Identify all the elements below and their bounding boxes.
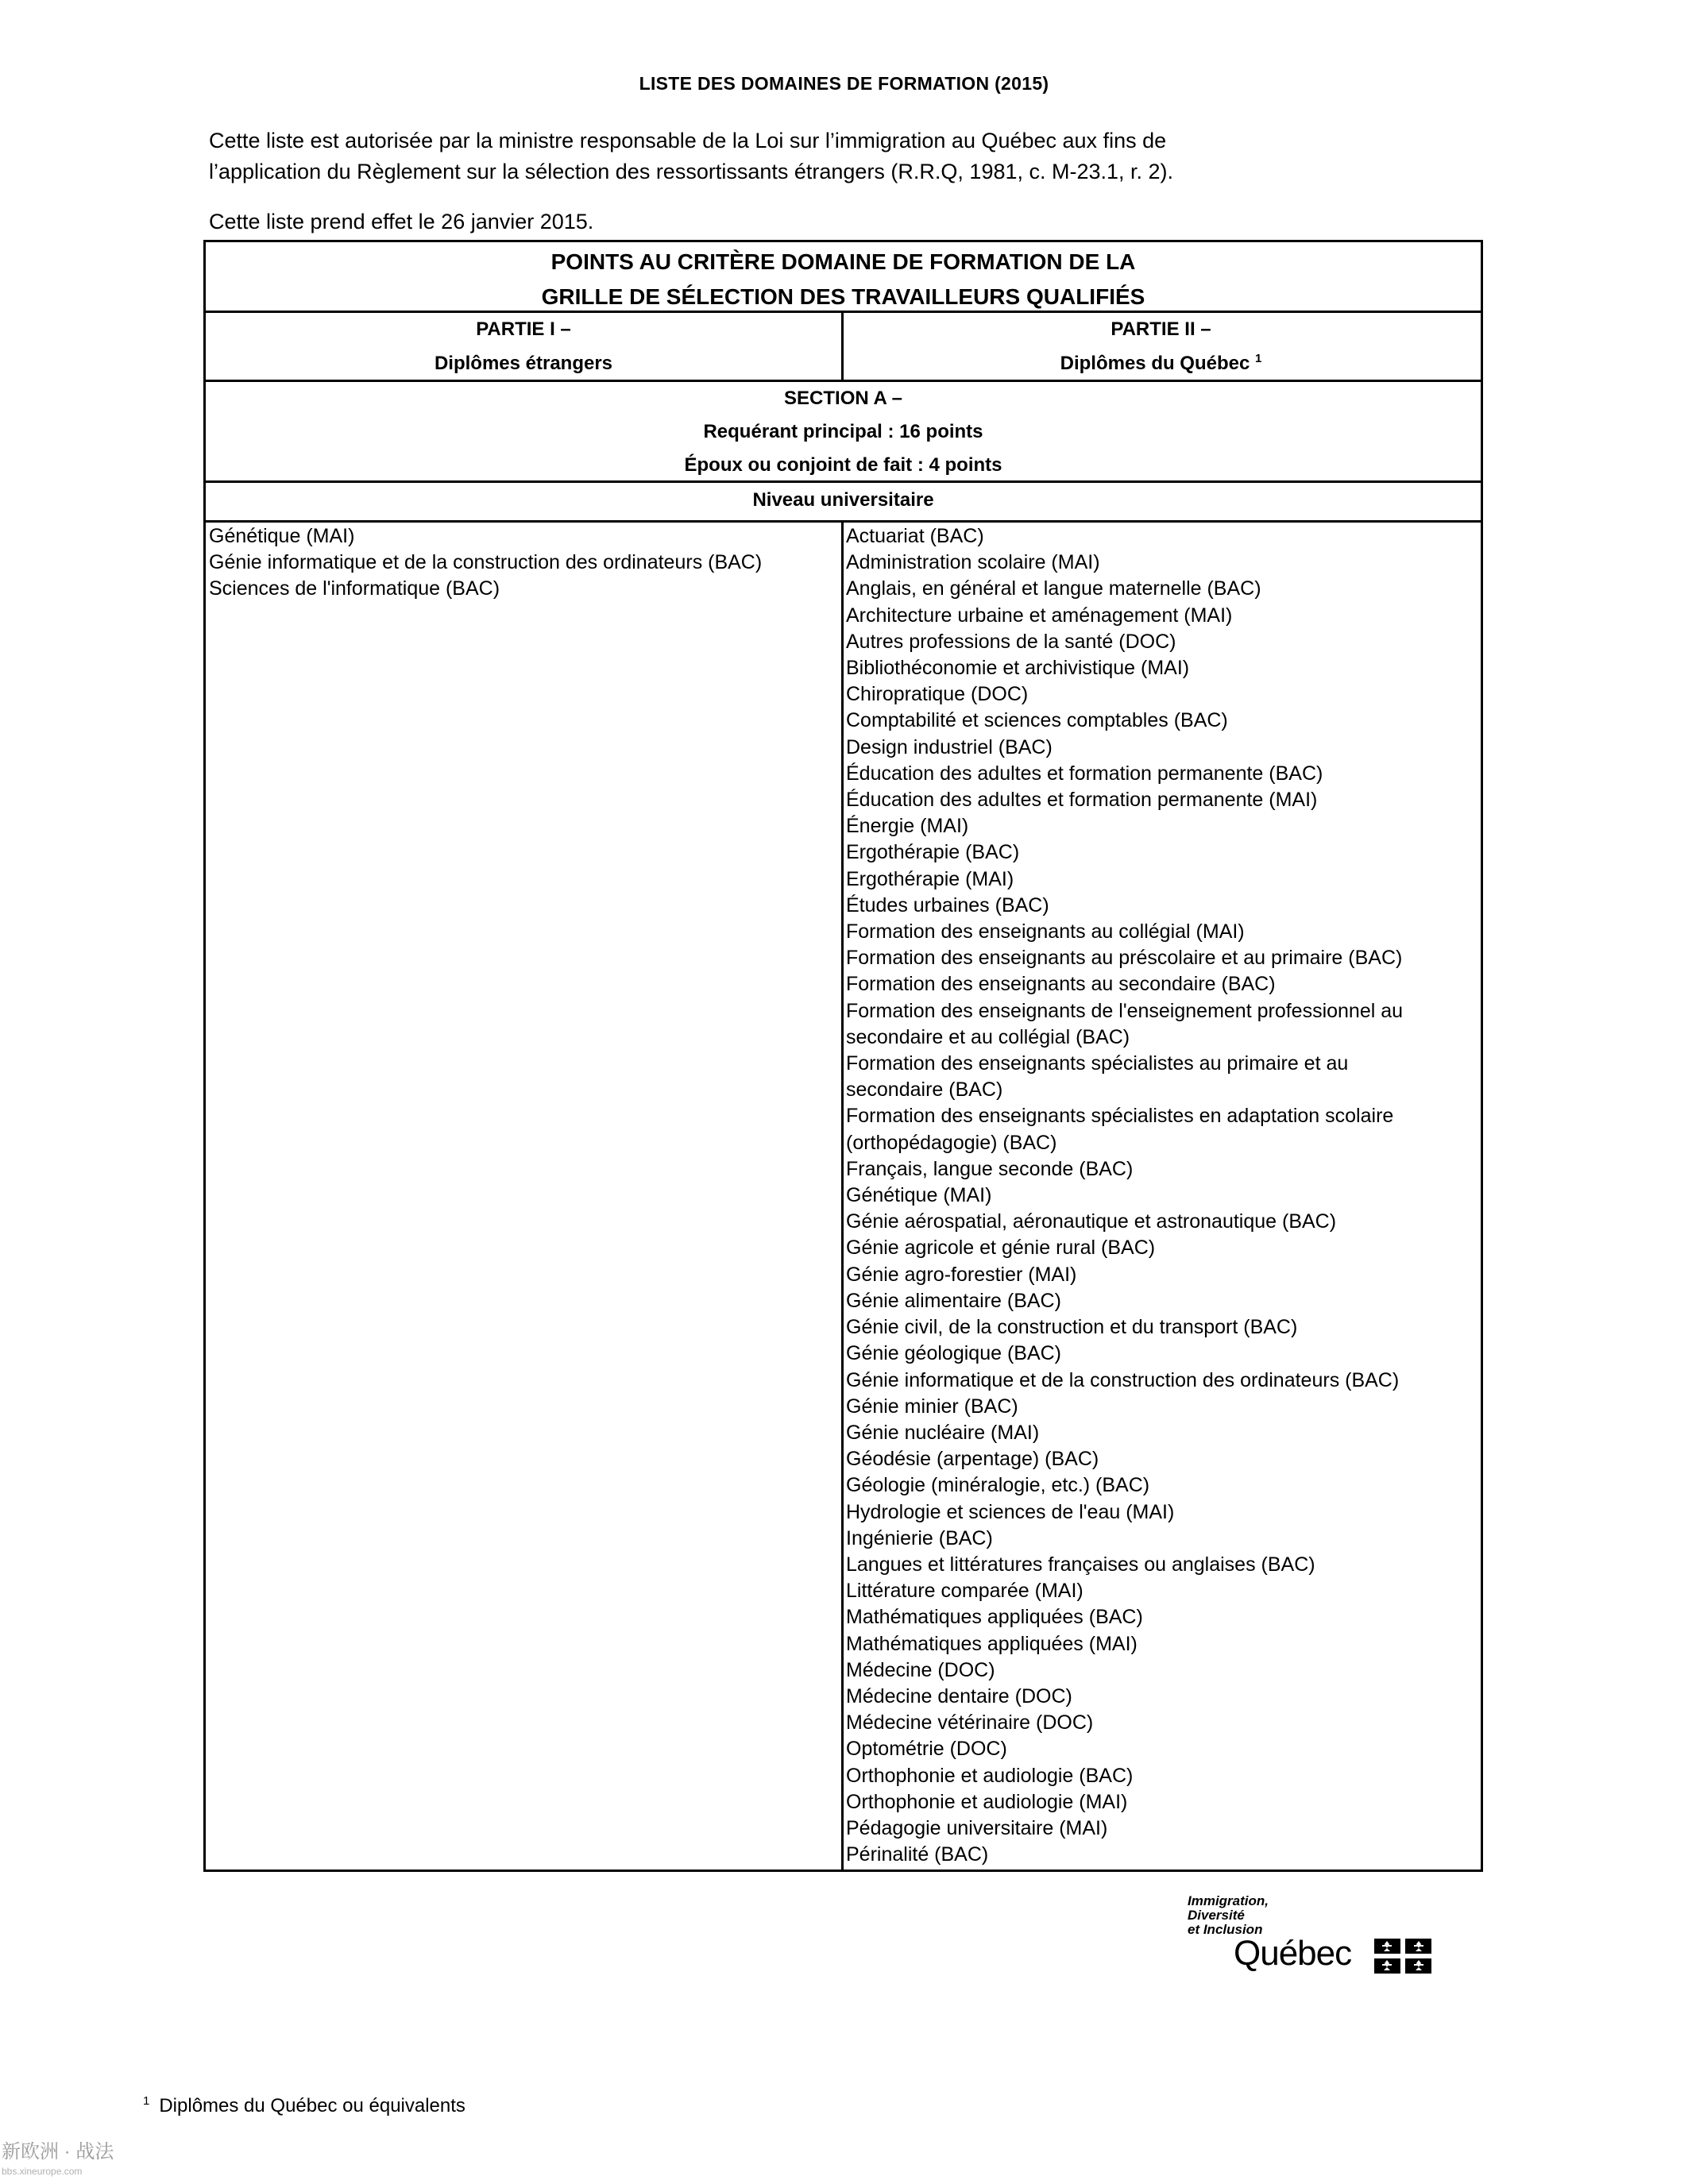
table-divider (841, 311, 844, 380)
section-a-block (206, 382, 1481, 482)
footnote-mark: 1 (143, 2094, 150, 2108)
footnote-text: Diplômes du Québec ou équivalents (159, 2095, 465, 2116)
list-item: Génie minier (BAC) (846, 1395, 1018, 1418)
quebec-logo (1188, 1894, 1442, 1975)
section-a-heading: SECTION A – (784, 388, 902, 409)
list-item: Formation des enseignants au préscolaire et au primaire (BAC) (846, 947, 1403, 970)
list-item: Périnalité (BAC) (846, 1843, 989, 1866)
list-item: Ergothérapie (BAC) (846, 841, 1020, 864)
table-title-line-1: POINTS AU CRITÈRE DOMAINE DE FORMATION DE LA (550, 249, 1136, 274)
ministry-line-3: et Inclusion (1188, 1922, 1263, 1937)
list-item: Actuariat (BAC) (846, 525, 984, 547)
ministry-name (1188, 1894, 1269, 1937)
list-item: Ergothérapie (MAI) (846, 867, 1014, 890)
list-item: Géodésie (arpentage) (BAC) (846, 1448, 1099, 1471)
quebec-wordmark: Québec (1234, 1934, 1352, 1973)
table-divider (206, 480, 1481, 483)
list-item: Génie informatique et de la construction des ordinateurs (BAC) (209, 551, 763, 574)
list-item: Génie nucléaire (MAI) (846, 1421, 1040, 1444)
list-item: Formation des enseignants spécialistes en adaptation scolaire (846, 1105, 1394, 1128)
intro-line-2: l’application du Règlement sur la sélection des ressortissants étrangers (R.R.Q, 1981, c. M-23.1, r. 2). (209, 160, 1174, 183)
list-item: Orthophonie et audiologie (MAI) (846, 1790, 1128, 1813)
list-item: Ingénierie (BAC) (846, 1526, 993, 1549)
part2-subheading: Diplômes du Québec (1060, 353, 1250, 374)
site-watermark-url: bbs.xineurope.com (2, 2166, 83, 2177)
effective-date-text: Cette liste prend effet le 26 janvier 2015. (209, 210, 594, 233)
table-title (206, 245, 1481, 314)
site-watermark: 新欧洲 · 战法 (2, 2141, 114, 2163)
list-item: Formation des enseignants au secondaire (BAC) (846, 973, 1276, 996)
list-item: Langues et littératures françaises ou anglaises (BAC) (846, 1553, 1315, 1576)
list-item: Littérature comparée (MAI) (846, 1580, 1083, 1603)
part2-heading: PARTIE II – (1111, 318, 1211, 340)
ministry-line-1: Immigration, (1188, 1893, 1269, 1908)
intro-paragraph (209, 125, 1559, 187)
table-divider (841, 520, 844, 1870)
list-item: Génétique (MAI) (846, 1184, 992, 1207)
part2-list (846, 523, 1480, 1868)
list-item: Études urbaines (BAC) (846, 893, 1049, 916)
list-item: Formation des enseignants au collégial (MAI) (846, 920, 1245, 943)
list-item: Génie géologique (BAC) (846, 1342, 1061, 1365)
list-item: Formation des enseignants de l'enseignement professionnel au (846, 999, 1404, 1022)
list-item: Formation des enseignants spécialistes au primaire et au (846, 1052, 1349, 1075)
list-item: Médecine vétérinaire (DOC) (846, 1711, 1094, 1734)
section-a-spouse-points: Époux ou conjoint de fait : 4 points (684, 454, 1002, 476)
list-item: secondaire et au collégial (BAC) (846, 1025, 1130, 1048)
list-item: Anglais, en général et langue maternelle (BAC) (846, 577, 1261, 600)
list-item: Pédagogie universitaire (MAI) (846, 1816, 1108, 1839)
list-item: Éducation des adultes et formation permanente (MAI) (846, 789, 1318, 812)
list-item: Autres professions de la santé (DOC) (846, 630, 1176, 653)
footnote-reference: 1 (1255, 352, 1262, 365)
intro-line-1: Cette liste est autorisée par la ministre responsable de la Loi sur l’immigration au Québec aux fins de (209, 129, 1167, 152)
list-item: Architecture urbaine et aménagement (MAI) (846, 604, 1233, 627)
list-item: Sciences de l'informatique (BAC) (209, 577, 500, 600)
list-item: Génie informatique et de la construction des ordinateurs (BAC) (846, 1368, 1400, 1391)
part1-subheading: Diplômes étrangers (434, 353, 613, 374)
footnote (143, 2095, 465, 2117)
list-item: Géologie (minéralogie, etc.) (BAC) (846, 1474, 1150, 1497)
list-item: Médecine (DOC) (846, 1658, 995, 1681)
list-item: Génétique (MAI) (209, 525, 355, 547)
document-title: LISTE DES DOMAINES DE FORMATION (2015) (639, 73, 1049, 94)
part1-header (206, 312, 841, 380)
part2-header (841, 312, 1481, 380)
table-title-line-2: GRILLE DE SÉLECTION DES TRAVAILLEURS QUALIFIÉS (541, 284, 1145, 309)
list-item: Éducation des adultes et formation permanente (BAC) (846, 762, 1323, 785)
list-item: Médecine dentaire (DOC) (846, 1684, 1072, 1707)
list-item: Énergie (MAI) (846, 815, 969, 838)
list-item: Design industriel (BAC) (846, 735, 1053, 758)
list-item: secondaire (BAC) (846, 1078, 1003, 1102)
list-item: Administration scolaire (MAI) (846, 551, 1100, 574)
ministry-line-2: Diversité (1188, 1908, 1245, 1923)
list-item: Mathématiques appliquées (BAC) (846, 1606, 1143, 1629)
fleurdelise-flag-icon (1374, 1939, 1431, 1974)
list-item: Génie alimentaire (BAC) (846, 1289, 1061, 1312)
part2-subheading-row (841, 346, 1481, 380)
list-item: Chiropratique (DOC) (846, 683, 1029, 706)
section-a-main-points: Requérant principal : 16 points (703, 421, 983, 442)
part1-list (209, 523, 836, 603)
part1-heading: PARTIE I – (476, 318, 571, 340)
list-item: Génie aérospatial, aéronautique et astronautique (BAC) (846, 1210, 1337, 1233)
list-item: Comptabilité et sciences comptables (BAC) (846, 709, 1228, 732)
list-item: Génie agricole et génie rural (BAC) (846, 1237, 1156, 1260)
list-item: Français, langue seconde (BAC) (846, 1157, 1134, 1180)
list-item: Génie civil, de la construction et du transport (BAC) (846, 1316, 1298, 1339)
list-item: Mathématiques appliquées (MAI) (846, 1632, 1138, 1655)
criteria-table (203, 240, 1483, 1872)
list-item: Orthophonie et audiologie (BAC) (846, 1764, 1134, 1787)
list-item: (orthopédagogie) (BAC) (846, 1131, 1057, 1154)
list-item: Génie agro-forestier (MAI) (846, 1263, 1077, 1286)
level-heading: Niveau universitaire (752, 489, 934, 511)
list-item: Optométrie (DOC) (846, 1738, 1007, 1761)
list-item: Bibliothéconomie et archivistique (MAI) (846, 657, 1190, 680)
list-item: Hydrologie et sciences de l'eau (MAI) (846, 1500, 1175, 1523)
